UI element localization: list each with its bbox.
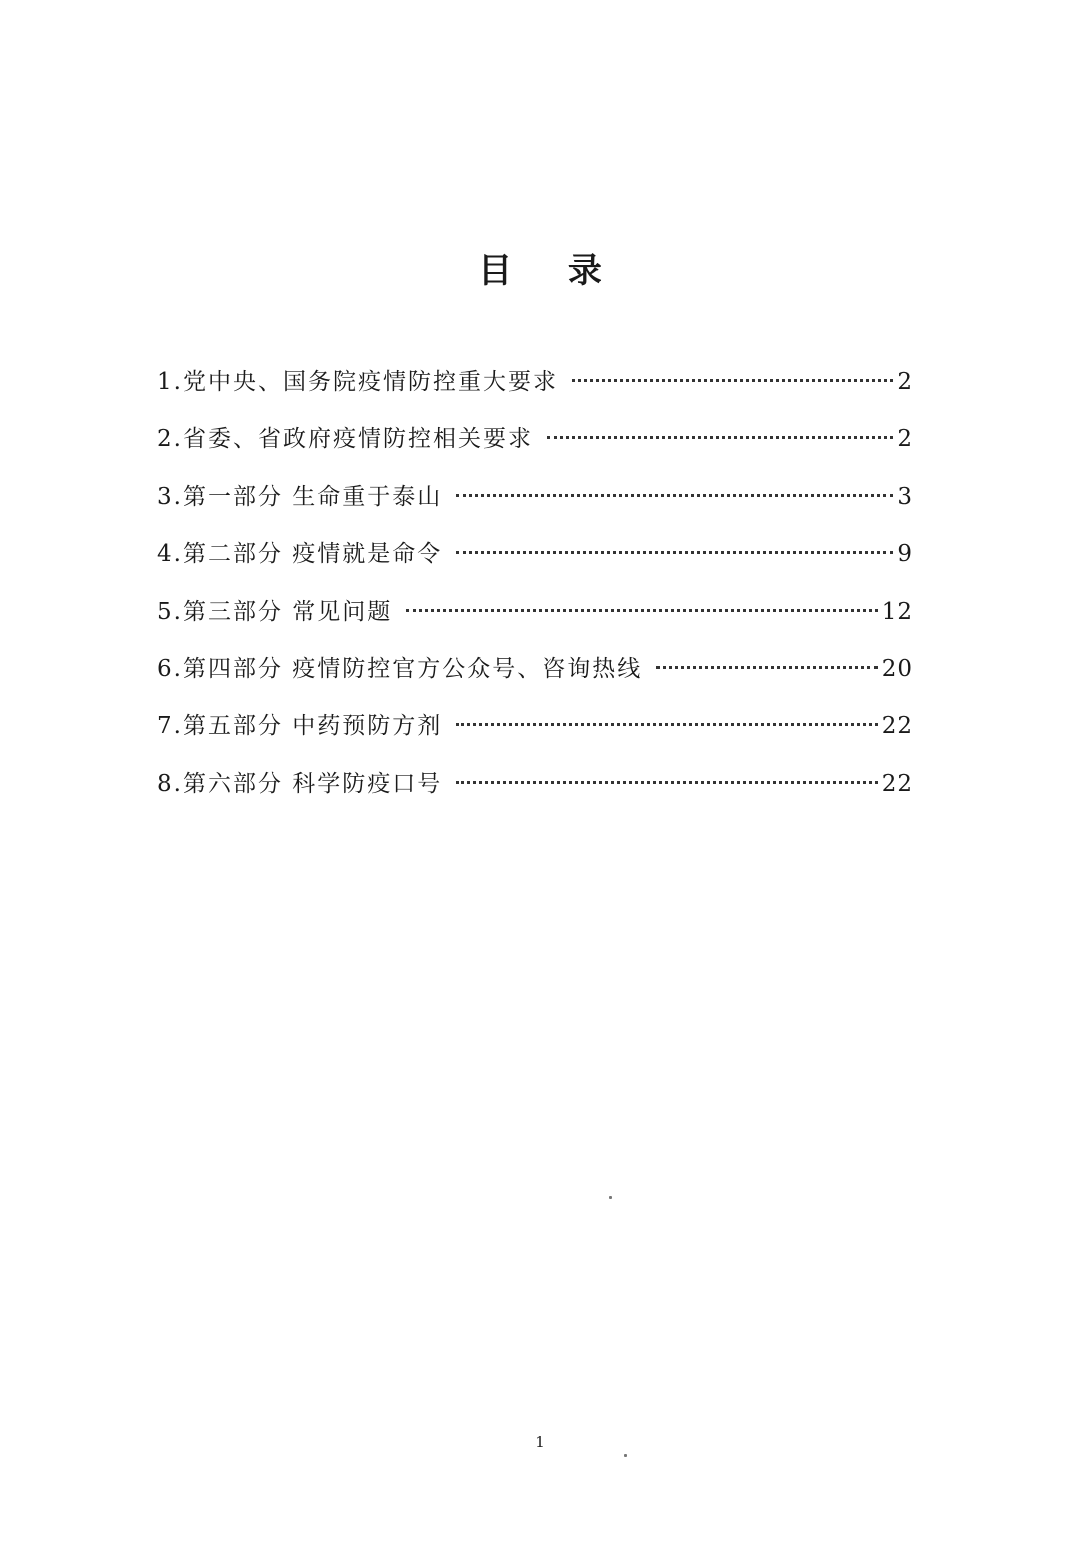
scan-speck (624, 1454, 627, 1457)
toc-entry (157, 473, 913, 530)
toc-entry-page: 9 (897, 541, 913, 568)
toc-entry-label: 1.党中央、国务院疫情防控重大要求 (157, 369, 558, 395)
toc-entry-label: 7.第五部分 中药预防方剂 (157, 713, 443, 740)
toc-entry-page: 2 (897, 369, 913, 395)
toc-entry (157, 530, 913, 587)
toc-entry-page: 2 (897, 426, 913, 453)
dot-leader (572, 379, 893, 382)
toc-entry-page: 22 (881, 770, 913, 797)
dot-leader (456, 723, 877, 726)
toc-entry (157, 702, 913, 759)
toc-entry (157, 645, 913, 702)
toc-entry-label: 5.第三部分 常见问题 (157, 598, 393, 625)
toc-entry-page: 3 (897, 483, 913, 510)
toc-entry-label: 6.第四部分 疫情防控官方公众号、咨询热线 (157, 655, 643, 682)
toc-entry-page: 12 (881, 598, 913, 625)
toc-title: 目 录 (478, 251, 624, 291)
dot-leader (547, 436, 893, 439)
toc-entry-label: 4.第二部分 疫情就是命令 (157, 541, 443, 568)
dot-leader (406, 609, 877, 612)
toc-entry-label: 3.第一部分 生命重于泰山 (157, 483, 443, 510)
dot-leader (456, 781, 877, 784)
toc-entry (157, 415, 913, 472)
toc-entry-page: 20 (881, 655, 913, 682)
scan-speck (609, 1196, 612, 1199)
table-of-contents (157, 358, 913, 817)
page-number: 1 (535, 1433, 545, 1451)
toc-entry-page: 22 (881, 713, 913, 740)
dot-leader (456, 551, 893, 554)
toc-entry (157, 760, 913, 817)
toc-entry-label: 2.省委、省政府疫情防控相关要求 (157, 426, 533, 453)
toc-entry (157, 358, 913, 415)
dot-leader (656, 666, 877, 669)
toc-entry-label: 8.第六部分 科学防疫口号 (157, 770, 443, 797)
toc-entry (157, 588, 913, 645)
dot-leader (456, 494, 893, 497)
